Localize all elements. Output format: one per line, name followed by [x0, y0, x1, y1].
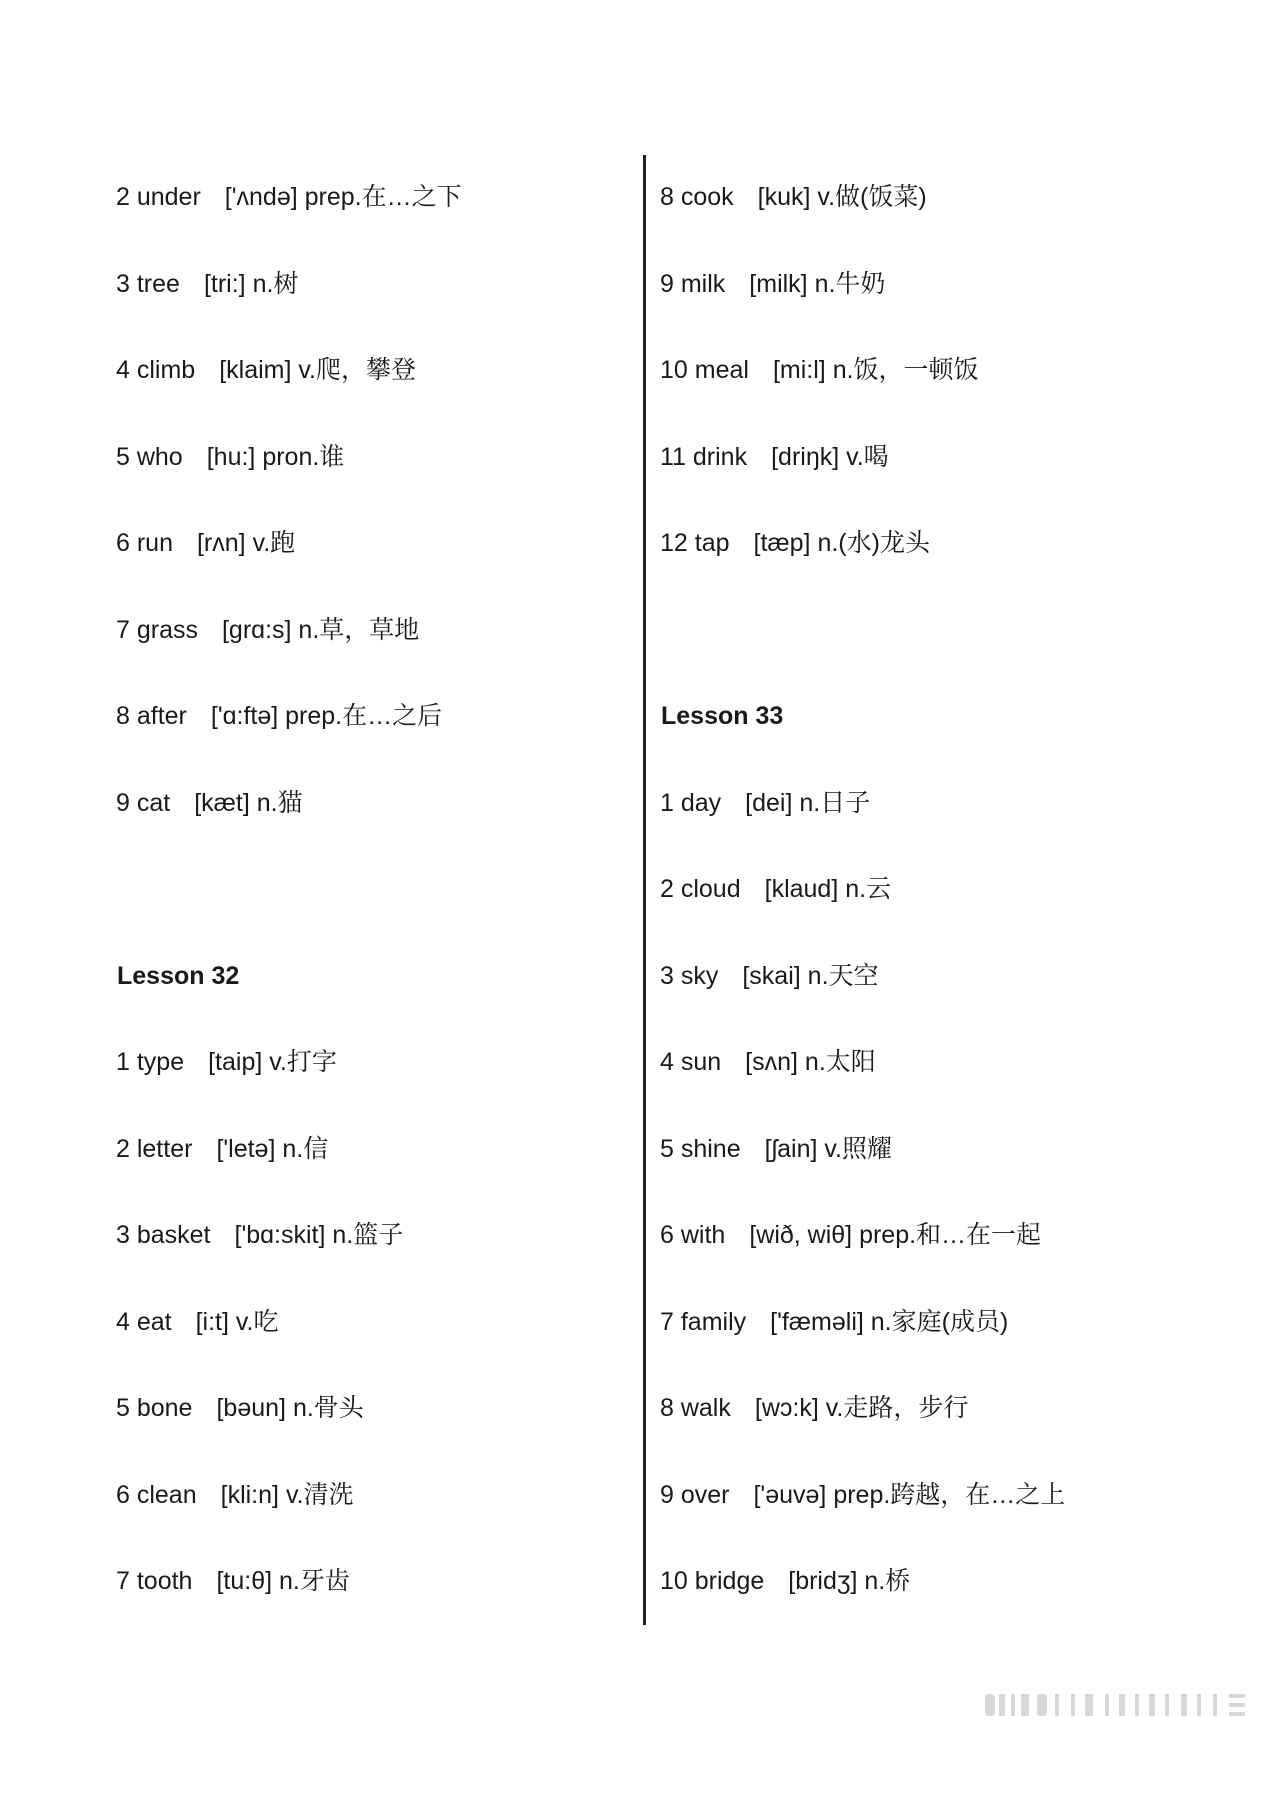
vocab-phonetic: ['əuvə] — [753, 1481, 827, 1509]
vocab-word: 4 climb — [116, 356, 196, 384]
vocab-meaning: n.桥 — [864, 1567, 911, 1595]
vocab-entry — [660, 1566, 910, 1596]
vocab-meaning: n.篮子 — [332, 1221, 404, 1249]
vocab-meaning: v.喝 — [846, 443, 889, 471]
vocab-word: 7 tooth — [116, 1567, 193, 1595]
vocab-phonetic: [taip] — [208, 1048, 263, 1076]
vocab-word: 9 milk — [660, 270, 726, 298]
vocab-entry — [660, 1047, 876, 1077]
vocab-meaning: prep.和…在一起 — [859, 1221, 1042, 1249]
vocab-meaning: prep.跨越，在…之上 — [833, 1481, 1066, 1509]
vocab-entry — [660, 269, 885, 299]
vocab-entry — [660, 528, 930, 558]
vocab-phonetic: [hu:] — [206, 443, 256, 471]
vocab-phonetic: [milk] — [749, 270, 808, 298]
vocab-entry — [660, 1307, 1008, 1337]
vocab-phonetic: [sʌn] — [745, 1048, 798, 1076]
vocab-meaning: v.打字 — [269, 1048, 337, 1076]
vocab-phonetic: [wið, wiθ] — [749, 1221, 853, 1249]
vocab-phonetic: [mi:l] — [772, 356, 826, 384]
vocab-word: 6 with — [660, 1221, 726, 1249]
vocab-entry — [116, 701, 442, 731]
vocab-meaning: n.天空 — [807, 962, 879, 990]
vocab-word: 11 drink — [660, 443, 748, 471]
vocab-phonetic: ['bɑ:skit] — [234, 1221, 326, 1249]
vocab-entry — [116, 1566, 350, 1596]
vocab-entry — [116, 1134, 328, 1164]
vocab-meaning: prep.在…之下 — [304, 183, 462, 211]
vocab-word: 7 family — [660, 1308, 747, 1336]
vocab-entry — [116, 442, 344, 472]
vocab-entry — [116, 1047, 337, 1077]
vocab-phonetic: [bəun] — [216, 1394, 286, 1422]
vocab-entry — [660, 182, 927, 212]
vocab-entry — [660, 355, 979, 385]
vocab-phonetic: [tæp] — [753, 529, 811, 557]
vocab-word: 1 day — [660, 789, 722, 817]
vocab-word: 6 clean — [116, 1481, 197, 1509]
vocab-word: 3 sky — [660, 962, 719, 990]
vocab-phonetic: [grɑ:s] — [221, 616, 292, 644]
vocab-meaning: n.太阳 — [804, 1048, 876, 1076]
vocab-meaning: pron.谁 — [262, 443, 345, 471]
vocab-word: 1 type — [116, 1048, 185, 1076]
vocab-word: 10 meal — [660, 356, 749, 384]
vocab-meaning: n.牛奶 — [814, 270, 886, 298]
vocab-entry — [660, 961, 879, 991]
vocab-entry — [660, 788, 870, 818]
vocab-meaning: n.树 — [252, 270, 299, 298]
vocab-meaning: v.吃 — [235, 1308, 279, 1336]
vocab-entry — [116, 1220, 403, 1250]
vocab-entry — [660, 1134, 892, 1164]
vocab-meaning: v.爬，攀登 — [298, 356, 416, 384]
vocab-meaning: n.牙齿 — [279, 1567, 350, 1595]
vocab-meaning: v.照耀 — [824, 1135, 892, 1163]
vocab-word: 3 basket — [116, 1221, 211, 1249]
vocab-meaning: v.走路，步行 — [825, 1394, 969, 1422]
vocab-meaning: n.饭，一顿饭 — [832, 356, 979, 384]
watermark-logo — [985, 1690, 1270, 1720]
vocab-entry — [116, 1307, 279, 1337]
vocab-word: 10 bridge — [660, 1567, 765, 1595]
column-divider — [643, 155, 646, 1625]
vocab-meaning: n.(水)龙头 — [817, 529, 930, 557]
vocab-meaning: n.日子 — [799, 789, 871, 817]
vocab-word: 5 bone — [116, 1394, 193, 1422]
vocab-word: 8 walk — [660, 1394, 731, 1422]
vocab-word: 12 tap — [660, 529, 730, 557]
vocab-entry — [116, 615, 419, 645]
vocab-entry — [116, 788, 303, 818]
lesson-heading: Lesson 32 — [117, 962, 240, 990]
vocab-phonetic: [klaim] — [219, 356, 292, 384]
vocab-word: 9 over — [660, 1481, 730, 1509]
vocab-word: 8 after — [116, 702, 187, 730]
vocab-phonetic: [kli:n] — [220, 1481, 279, 1509]
vocab-meaning: v.做(饭菜) — [817, 183, 927, 211]
vocab-word: 5 shine — [660, 1135, 741, 1163]
vocab-phonetic: [rʌn] — [196, 529, 246, 557]
vocab-meaning: n.骨头 — [292, 1394, 364, 1422]
vocab-word: 5 who — [116, 443, 183, 471]
vocab-meaning: n.草，草地 — [298, 616, 420, 644]
vocab-meaning: v.清洗 — [285, 1481, 354, 1509]
vocab-entry — [660, 874, 891, 904]
vocab-word: 4 eat — [116, 1308, 172, 1336]
vocab-word: 8 cook — [660, 183, 734, 211]
vocab-entry — [660, 1480, 1065, 1510]
vocab-meaning: v.跑 — [252, 529, 296, 557]
vocab-phonetic: ['fæməli] — [770, 1308, 864, 1336]
vocab-meaning: n.云 — [845, 875, 892, 903]
vocab-entry — [660, 1220, 1041, 1250]
vocab-phonetic: [skai] — [742, 962, 801, 990]
vocab-word: 2 cloud — [660, 875, 741, 903]
vocab-entry — [660, 1393, 968, 1423]
vocab-phonetic: [dei] — [745, 789, 793, 817]
vocab-phonetic: [driŋk] — [771, 443, 840, 471]
vocab-phonetic: [tri:] — [203, 270, 246, 298]
lesson-heading: Lesson 33 — [661, 702, 784, 730]
vocab-entry — [116, 182, 462, 212]
vocab-phonetic: ['ʌndə] — [224, 183, 298, 211]
vocab-phonetic: ['letə] — [216, 1135, 276, 1163]
vocab-phonetic: [kuk] — [757, 183, 811, 211]
vocab-phonetic: [klaud] — [764, 875, 839, 903]
vocab-word: 7 grass — [116, 616, 198, 644]
vocab-word: 6 run — [116, 529, 173, 557]
vocab-phonetic: [bridʒ] — [788, 1567, 858, 1595]
vocab-phonetic: [tu:θ] — [216, 1567, 273, 1595]
vocab-word: 2 under — [116, 183, 201, 211]
vocab-phonetic: [wɔ:k] — [754, 1394, 819, 1422]
vocab-word: 2 letter — [116, 1135, 193, 1163]
vocab-meaning: n.信 — [282, 1135, 329, 1163]
vocab-phonetic: [ʃain] — [764, 1135, 818, 1163]
vocab-word: 9 cat — [116, 789, 171, 817]
vocab-meaning: n.猫 — [256, 789, 303, 817]
vocab-entry — [116, 528, 295, 558]
vocab-word: 3 tree — [116, 270, 180, 298]
vocab-phonetic: [i:t] — [195, 1308, 229, 1336]
vocab-meaning: n.家庭(成员) — [870, 1308, 1009, 1336]
vocab-entry — [116, 1393, 364, 1423]
vocab-entry — [116, 1480, 354, 1510]
vocab-meaning: prep.在…之后 — [285, 702, 443, 730]
vocab-phonetic: [kæt] — [194, 789, 250, 817]
vocab-entry — [116, 355, 416, 385]
vocab-phonetic: ['ɑ:ftə] — [210, 702, 279, 730]
vocab-word: 4 sun — [660, 1048, 722, 1076]
vocab-entry — [660, 442, 889, 472]
vocab-entry — [116, 269, 298, 299]
